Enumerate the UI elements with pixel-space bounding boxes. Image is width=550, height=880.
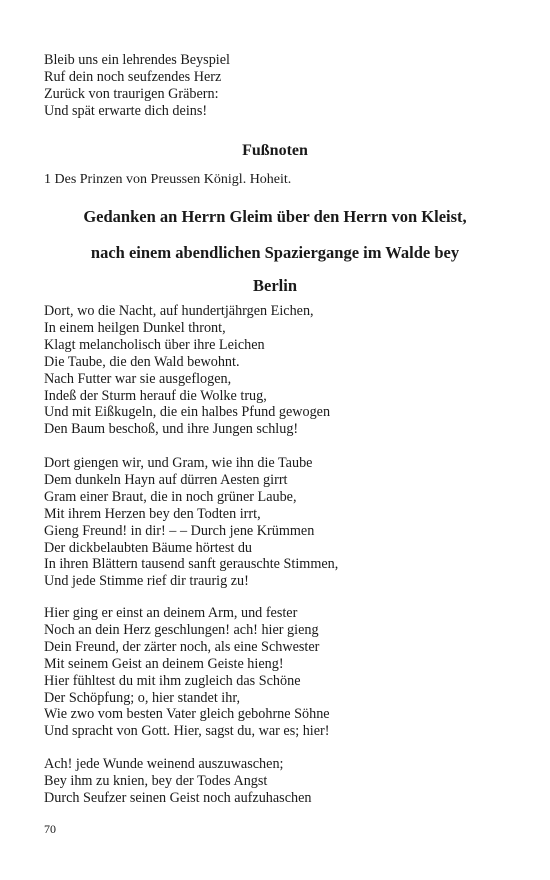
verse-line: Bleib uns ein lehrendes Beyspiel xyxy=(44,52,230,68)
verse-line: Der dickbelaubten Bäume hörtest du xyxy=(44,539,253,556)
stanza-2 xyxy=(44,455,514,590)
verse-line: Hier fühltest du mit ihm zugleich das Schöne xyxy=(44,672,301,689)
stanza-1 xyxy=(44,303,514,438)
footnotes-heading: Fußnoten xyxy=(242,142,308,159)
verse-line: Die Taube, die den Wald bewohnt. xyxy=(44,353,240,370)
poem-title-line-1: Gedanken an Herrn Gleim über den Herrn von Kleist, xyxy=(83,207,467,226)
verse-line: Dem dunkeln Hayn auf dürren Aesten girrt xyxy=(44,471,288,488)
verse-line: Nach Futter war sie ausgeflogen, xyxy=(44,370,232,387)
verse-line: Durch Seufzer seinen Geist noch aufzuhaschen xyxy=(44,789,312,806)
verse-line: Und mit Eißkugeln, die ein halbes Pfund gewogen xyxy=(44,404,331,421)
verse-line: Ruf dein noch seufzendes Herz xyxy=(44,68,222,85)
stanza-4 xyxy=(44,756,514,807)
verse-line: Und jede Stimme rief dir traurig zu! xyxy=(44,573,249,590)
poem-title-line-2: nach einem abendlichen Spaziergange im Walde bey xyxy=(90,243,460,262)
verse-line: Gieng Freund! in dir! – – Durch jene Krümmen xyxy=(44,522,315,539)
stanza-3 xyxy=(44,605,514,740)
verse-line: Hier ging er einst an deinem Arm, und fester xyxy=(44,605,298,621)
verse-line: Dort giengen wir, und Gram, wie ihn die Taube xyxy=(44,455,313,471)
verse-line: In ihren Blättern tausend sanft gerauschte Stimmen, xyxy=(44,556,339,573)
verse-line: Bey ihm zu knien, bey der Todes Angst xyxy=(44,772,268,789)
verse-line: Wie zwo vom besten Vater gleich gebohrne Söhne xyxy=(44,706,330,723)
verse-line: Noch an dein Herz geschlungen! ach! hier gieng xyxy=(44,621,319,638)
verse-line: Und spät erwarte dich deins! xyxy=(44,102,208,119)
verse-line: Ach! jede Wunde weinend auszuwaschen; xyxy=(44,756,284,772)
poem-title-line-3: Berlin xyxy=(253,276,297,295)
verse-line: Klagt melancholisch über ihre Leichen xyxy=(44,336,265,353)
verse-line: Indeß der Sturm herauf die Wolke trug, xyxy=(44,387,267,404)
verse-line: Dort, wo die Nacht, auf hundertjährgen Eichen, xyxy=(44,303,314,319)
verse-line: Zurück von traurigen Gräbern: xyxy=(44,85,219,102)
stanza-intro xyxy=(44,52,514,120)
verse-line: Und spracht von Gott. Hier, sagst du, war es; hier! xyxy=(44,723,330,740)
verse-line: In einem heilgen Dunkel thront, xyxy=(44,319,226,336)
footnote-1: 1 Des Prinzen von Preussen Königl. Hoheit. xyxy=(44,172,292,187)
verse-line: Der Schöpfung; o, hier standet ihr, xyxy=(44,689,241,706)
verse-line: Gram einer Braut, die in noch grüner Laube, xyxy=(44,488,297,505)
verse-line: Mit ihrem Herzen bey den Todten irrt, xyxy=(44,505,261,522)
verse-line: Den Baum beschoß, und ihre Jungen schlug! xyxy=(44,421,299,438)
page-number: 70 xyxy=(44,822,56,836)
verse-line: Dein Freund, der zärter noch, als eine Schwester xyxy=(44,638,320,655)
verse-line: Mit seinem Geist an deinem Geiste hieng! xyxy=(44,655,284,672)
